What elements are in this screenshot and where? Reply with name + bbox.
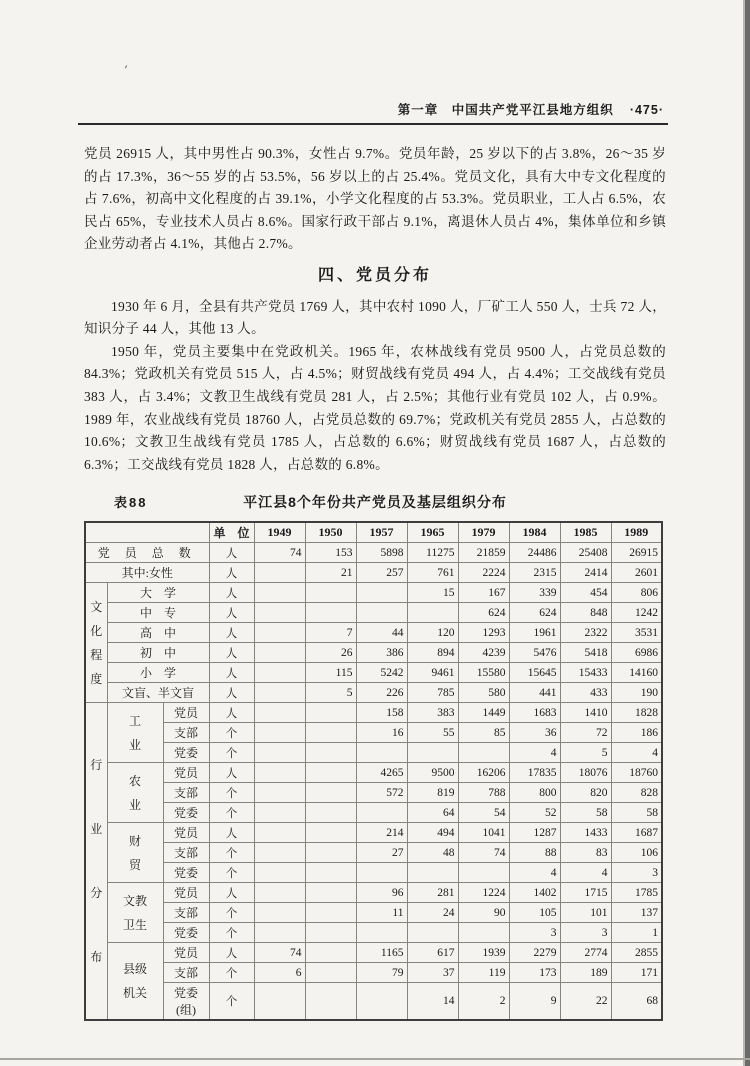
- value-cell: 14: [407, 983, 458, 1021]
- value-cell: 1165: [356, 943, 407, 963]
- value-cell: 383: [407, 703, 458, 723]
- year-column-header: 1979: [458, 522, 509, 543]
- value-cell: 37: [407, 963, 458, 983]
- value-cell: 36: [509, 723, 560, 743]
- value-cell: 1449: [458, 703, 509, 723]
- value-cell: [407, 923, 458, 943]
- value-cell: 5242: [356, 663, 407, 683]
- value-cell: 16206: [458, 763, 509, 783]
- value-cell: 2: [458, 983, 509, 1021]
- value-cell: 22: [560, 983, 611, 1021]
- year-column-header: 1950: [305, 522, 356, 543]
- value-cell: 5418: [560, 643, 611, 663]
- value-cell: [305, 583, 356, 603]
- value-cell: 1785: [611, 883, 662, 903]
- value-cell: 83: [560, 843, 611, 863]
- table-title: 平江县8个年份共产党员及基层组织分布: [243, 494, 507, 511]
- table-row: [85, 543, 662, 563]
- row-label: 党委(组): [163, 983, 209, 1021]
- unit-cell: 人: [209, 823, 254, 843]
- value-cell: 15433: [560, 663, 611, 683]
- unit-cell: 人: [209, 703, 254, 723]
- value-cell: 120: [407, 623, 458, 643]
- value-cell: 106: [611, 843, 662, 863]
- value-cell: 190: [611, 683, 662, 703]
- value-cell: 580: [458, 683, 509, 703]
- table-row: [85, 663, 662, 683]
- value-cell: 88: [509, 843, 560, 863]
- row-label: 支部: [163, 723, 209, 743]
- value-cell: [254, 603, 305, 623]
- value-cell: [305, 703, 356, 723]
- row-label: 党委: [163, 863, 209, 883]
- value-cell: 52: [509, 803, 560, 823]
- header-rule: [78, 123, 668, 125]
- paragraph-1950: 1950 年，党员主要集中在党政机关。1965 年，农林战线有党员 9500 人，占党员总数的 84.3%；党政机关有党员 515 人，占 4.5%；财贸战线有党员 494 人，占 4.4%；工交战线有党员 383 人，占 3.4%；文教卫生战线有党员 281 人，占 2.5%；其他行业有党员 102 人，占 0.9%。1989 年，农业战线有党员 18760 人，占党员总数的 69.7%；党政机关有党员 2855 人，占总数的 10.6%；文教卫生战线有党员 1785 人，占总数的 6.6%；财贸战线有党员 1687 人，占总数的 6.3%；工交战线有党员 1828 人，占总数的 6.8%。: [84, 343, 666, 472]
- table-row: [85, 603, 662, 623]
- value-cell: 115: [305, 663, 356, 683]
- value-cell: 15: [407, 583, 458, 603]
- value-cell: 820: [560, 783, 611, 803]
- value-cell: [254, 903, 305, 923]
- value-cell: [254, 783, 305, 803]
- table-number: 表88: [114, 495, 148, 511]
- value-cell: [254, 863, 305, 883]
- value-cell: [356, 583, 407, 603]
- row-label: 初 中: [107, 643, 209, 663]
- table-row: [85, 963, 662, 983]
- value-cell: 785: [407, 683, 458, 703]
- row-label: 支部: [163, 843, 209, 863]
- value-cell: 171: [611, 963, 662, 983]
- unit-cell: 个: [209, 963, 254, 983]
- value-cell: 2315: [509, 563, 560, 583]
- value-cell: 1242: [611, 603, 662, 623]
- table-row: [85, 863, 662, 883]
- value-cell: 5898: [356, 543, 407, 563]
- value-cell: [356, 923, 407, 943]
- value-cell: 433: [560, 683, 611, 703]
- value-cell: 189: [560, 963, 611, 983]
- table-row: [85, 583, 662, 603]
- value-cell: 85: [458, 723, 509, 743]
- value-cell: 21: [305, 563, 356, 583]
- value-cell: 9461: [407, 663, 458, 683]
- value-cell: 257: [356, 563, 407, 583]
- unit-cell: 个: [209, 903, 254, 923]
- value-cell: 64: [407, 803, 458, 823]
- value-cell: 48: [407, 843, 458, 863]
- row-label: 支部: [163, 783, 209, 803]
- value-cell: 339: [509, 583, 560, 603]
- value-cell: 800: [509, 783, 560, 803]
- scan-artifact: ′: [122, 61, 129, 78]
- unit-cell: 人: [209, 683, 254, 703]
- subgroup-label: 财 贸: [107, 823, 163, 883]
- value-cell: 11275: [407, 543, 458, 563]
- value-cell: [254, 743, 305, 763]
- unit-cell: 个: [209, 723, 254, 743]
- subgroup-label: 工 业: [107, 703, 163, 763]
- value-cell: 4265: [356, 763, 407, 783]
- value-cell: 281: [407, 883, 458, 903]
- value-cell: 79: [356, 963, 407, 983]
- table-row: [85, 723, 662, 743]
- value-cell: [305, 743, 356, 763]
- value-cell: 1: [611, 923, 662, 943]
- value-cell: 7: [305, 623, 356, 643]
- value-cell: 2279: [509, 943, 560, 963]
- value-cell: 72: [560, 723, 611, 743]
- unit-cell: 人: [209, 603, 254, 623]
- value-cell: 4239: [458, 643, 509, 663]
- value-cell: 58: [611, 803, 662, 823]
- value-cell: 11: [356, 903, 407, 923]
- value-cell: [458, 923, 509, 943]
- row-label: 党 员 总 数: [85, 543, 209, 563]
- value-cell: 1293: [458, 623, 509, 643]
- value-cell: 24486: [509, 543, 560, 563]
- table-row: [85, 763, 662, 783]
- value-cell: [356, 863, 407, 883]
- value-cell: 21859: [458, 543, 509, 563]
- value-cell: [407, 603, 458, 623]
- value-cell: 14160: [611, 663, 662, 683]
- value-cell: 17835: [509, 763, 560, 783]
- table-header-row: [85, 522, 662, 543]
- row-label: 支部: [163, 963, 209, 983]
- table-row: [85, 823, 662, 843]
- value-cell: 3531: [611, 623, 662, 643]
- value-cell: 101: [560, 903, 611, 923]
- value-cell: 1683: [509, 703, 560, 723]
- table-row: [85, 683, 662, 703]
- row-label: 中 专: [107, 603, 209, 623]
- value-cell: 226: [356, 683, 407, 703]
- value-cell: 1687: [611, 823, 662, 843]
- value-cell: 4: [509, 863, 560, 883]
- unit-cell: 个: [209, 863, 254, 883]
- unit-cell: 人: [209, 563, 254, 583]
- value-cell: 624: [509, 603, 560, 623]
- value-cell: 18076: [560, 763, 611, 783]
- page-number: ·475·: [629, 103, 664, 117]
- value-cell: [305, 923, 356, 943]
- value-cell: 26915: [611, 543, 662, 563]
- value-cell: [305, 823, 356, 843]
- value-cell: [254, 623, 305, 643]
- row-label: 党委: [163, 743, 209, 763]
- value-cell: 624: [458, 603, 509, 623]
- value-cell: [356, 983, 407, 1021]
- table-row: [85, 883, 662, 903]
- row-label: 文盲、半文盲: [107, 683, 209, 703]
- table-row: [85, 803, 662, 823]
- value-cell: 1410: [560, 703, 611, 723]
- unit-cell: 个: [209, 983, 254, 1021]
- value-cell: 454: [560, 583, 611, 603]
- value-cell: 16: [356, 723, 407, 743]
- row-label: 高 中: [107, 623, 209, 643]
- table-row: [85, 563, 662, 583]
- body-text: [84, 143, 666, 476]
- value-cell: [254, 843, 305, 863]
- value-cell: 54: [458, 803, 509, 823]
- table-caption: [84, 492, 666, 512]
- paragraph-continued: 党员 26915 人，其中男性占 90.3%，女性占 9.7%。党员年龄，25 岁以下的占 3.8%，26～35 岁的占 17.3%，36～55 岁的占 53.5%，56 岁以上的占 25.4%。党员文化，具有大中专文化程度的占 7.6%，初高中文化程度的占 39.1%，小学文化程度的占 53.3%。党员职业，工人占 6.5%，农民占 65%，专业技术人员占 8.6%。国家行政干部占 9.1%，离退休人员占 4%，集体单位和乡镇企业劳动者占 4.1%，其他占 2.7%。: [84, 146, 666, 252]
- value-cell: [305, 763, 356, 783]
- value-cell: [254, 643, 305, 663]
- value-cell: 96: [356, 883, 407, 903]
- value-cell: 6: [254, 963, 305, 983]
- value-cell: 3: [611, 863, 662, 883]
- row-label: 党员: [163, 943, 209, 963]
- value-cell: 167: [458, 583, 509, 603]
- year-column-header: 1949: [254, 522, 305, 543]
- value-cell: 27: [356, 843, 407, 863]
- row-label: 支部: [163, 903, 209, 923]
- paragraph-1930: 1930 年 6 月，全县有共产党员 1769 人，其中农村 1090 人，厂矿工人 550 人，士兵 72 人，知识分子 44 人，其他 13 人。: [84, 298, 666, 337]
- value-cell: [254, 763, 305, 783]
- value-cell: [356, 803, 407, 823]
- value-cell: 4: [611, 743, 662, 763]
- table-row: [85, 943, 662, 963]
- value-cell: 1287: [509, 823, 560, 843]
- row-label: 党员: [163, 763, 209, 783]
- unit-cell: 个: [209, 843, 254, 863]
- value-cell: 214: [356, 823, 407, 843]
- scan-edge-bottom: [0, 1058, 750, 1060]
- table-row: [85, 703, 662, 723]
- value-cell: [305, 883, 356, 903]
- row-label: 党员: [163, 883, 209, 903]
- value-cell: 806: [611, 583, 662, 603]
- value-cell: [254, 723, 305, 743]
- value-cell: [305, 843, 356, 863]
- value-cell: [305, 803, 356, 823]
- value-cell: 186: [611, 723, 662, 743]
- year-column-header: 1989: [611, 522, 662, 543]
- value-cell: 1715: [560, 883, 611, 903]
- unit-cell: 人: [209, 583, 254, 603]
- value-cell: 2414: [560, 563, 611, 583]
- value-cell: [305, 983, 356, 1021]
- value-cell: 9500: [407, 763, 458, 783]
- value-cell: 1402: [509, 883, 560, 903]
- year-column-header: 1957: [356, 522, 407, 543]
- value-cell: 55: [407, 723, 458, 743]
- value-cell: [356, 603, 407, 623]
- value-cell: 1939: [458, 943, 509, 963]
- value-cell: 5: [305, 683, 356, 703]
- unit-cell: 个: [209, 803, 254, 823]
- value-cell: 441: [509, 683, 560, 703]
- value-cell: 761: [407, 563, 458, 583]
- value-cell: 26: [305, 643, 356, 663]
- table-corner-cell: [85, 522, 209, 543]
- value-cell: 1433: [560, 823, 611, 843]
- value-cell: [254, 563, 305, 583]
- value-cell: 3: [560, 923, 611, 943]
- value-cell: 119: [458, 963, 509, 983]
- value-cell: 58: [560, 803, 611, 823]
- value-cell: 18760: [611, 763, 662, 783]
- table-row: [85, 923, 662, 943]
- group-label: 文 化 程 度: [85, 583, 107, 703]
- value-cell: [254, 703, 305, 723]
- value-cell: [254, 663, 305, 683]
- value-cell: 2224: [458, 563, 509, 583]
- unit-cell: 人: [209, 623, 254, 643]
- value-cell: [254, 583, 305, 603]
- value-cell: [254, 823, 305, 843]
- group-label: 行 业 分 布: [85, 703, 107, 1021]
- value-cell: 572: [356, 783, 407, 803]
- value-cell: [356, 743, 407, 763]
- row-label: 其中:女性: [85, 563, 209, 583]
- value-cell: 74: [254, 543, 305, 563]
- value-cell: 828: [611, 783, 662, 803]
- chapter-title: 第一章 中国共产党平江县地方组织: [397, 103, 614, 117]
- value-cell: 2855: [611, 943, 662, 963]
- unit-cell: 人: [209, 883, 254, 903]
- section-heading: 四、党员分布: [317, 266, 432, 284]
- unit-cell: 个: [209, 743, 254, 763]
- value-cell: [254, 923, 305, 943]
- scan-edge-right: [745, 0, 750, 1066]
- unit-cell: 个: [209, 783, 254, 803]
- value-cell: 44: [356, 623, 407, 643]
- value-cell: [305, 863, 356, 883]
- value-cell: 1828: [611, 703, 662, 723]
- unit-cell: 人: [209, 543, 254, 563]
- value-cell: 1041: [458, 823, 509, 843]
- value-cell: 74: [458, 843, 509, 863]
- value-cell: 1224: [458, 883, 509, 903]
- value-cell: [305, 903, 356, 923]
- value-cell: 5476: [509, 643, 560, 663]
- table-row: [85, 643, 662, 663]
- value-cell: 15580: [458, 663, 509, 683]
- subgroup-label: 县级 机关: [107, 943, 163, 1021]
- value-cell: 153: [305, 543, 356, 563]
- value-cell: 848: [560, 603, 611, 623]
- unit-cell: 个: [209, 923, 254, 943]
- value-cell: [254, 983, 305, 1021]
- row-label: 党员: [163, 823, 209, 843]
- value-cell: 3: [509, 923, 560, 943]
- unit-column-header: 单 位: [209, 522, 254, 543]
- value-cell: [305, 723, 356, 743]
- table-row: [85, 903, 662, 923]
- year-column-header: 1984: [509, 522, 560, 543]
- table-row: [85, 843, 662, 863]
- value-cell: 15645: [509, 663, 560, 683]
- value-cell: 105: [509, 903, 560, 923]
- row-label: 党委: [163, 803, 209, 823]
- value-cell: [254, 803, 305, 823]
- row-label: 党委: [163, 923, 209, 943]
- value-cell: [407, 743, 458, 763]
- unit-cell: 人: [209, 643, 254, 663]
- year-column-header: 1985: [560, 522, 611, 543]
- value-cell: [254, 883, 305, 903]
- value-cell: 1961: [509, 623, 560, 643]
- value-cell: 137: [611, 903, 662, 923]
- value-cell: 74: [254, 943, 305, 963]
- value-cell: 25408: [560, 543, 611, 563]
- value-cell: 788: [458, 783, 509, 803]
- value-cell: [458, 743, 509, 763]
- value-cell: 617: [407, 943, 458, 963]
- value-cell: 9: [509, 983, 560, 1021]
- page-content: [84, 100, 666, 1021]
- running-head: [84, 100, 666, 118]
- value-cell: 2774: [560, 943, 611, 963]
- row-label: 小 学: [107, 663, 209, 683]
- value-cell: 2601: [611, 563, 662, 583]
- value-cell: 68: [611, 983, 662, 1021]
- table-row: [85, 623, 662, 643]
- value-cell: 386: [356, 643, 407, 663]
- unit-cell: 人: [209, 663, 254, 683]
- value-cell: 158: [356, 703, 407, 723]
- value-cell: [458, 863, 509, 883]
- value-cell: 173: [509, 963, 560, 983]
- row-label: 大 学: [107, 583, 209, 603]
- table-row: [85, 983, 662, 1021]
- value-cell: 90: [458, 903, 509, 923]
- value-cell: [305, 783, 356, 803]
- unit-cell: 人: [209, 943, 254, 963]
- table-row: [85, 743, 662, 763]
- value-cell: 24: [407, 903, 458, 923]
- subgroup-label: 农 业: [107, 763, 163, 823]
- value-cell: 494: [407, 823, 458, 843]
- value-cell: 4: [509, 743, 560, 763]
- unit-cell: 人: [209, 763, 254, 783]
- value-cell: 819: [407, 783, 458, 803]
- value-cell: 6986: [611, 643, 662, 663]
- value-cell: [254, 683, 305, 703]
- value-cell: 2322: [560, 623, 611, 643]
- value-cell: [305, 943, 356, 963]
- table-row: [85, 783, 662, 803]
- value-cell: [305, 963, 356, 983]
- party-members-table: [84, 521, 663, 1021]
- value-cell: 894: [407, 643, 458, 663]
- row-label: 党员: [163, 703, 209, 723]
- value-cell: 4: [560, 863, 611, 883]
- year-column-header: 1965: [407, 522, 458, 543]
- value-cell: [407, 863, 458, 883]
- value-cell: [305, 603, 356, 623]
- subgroup-label: 文教 卫生: [107, 883, 163, 943]
- value-cell: 5: [560, 743, 611, 763]
